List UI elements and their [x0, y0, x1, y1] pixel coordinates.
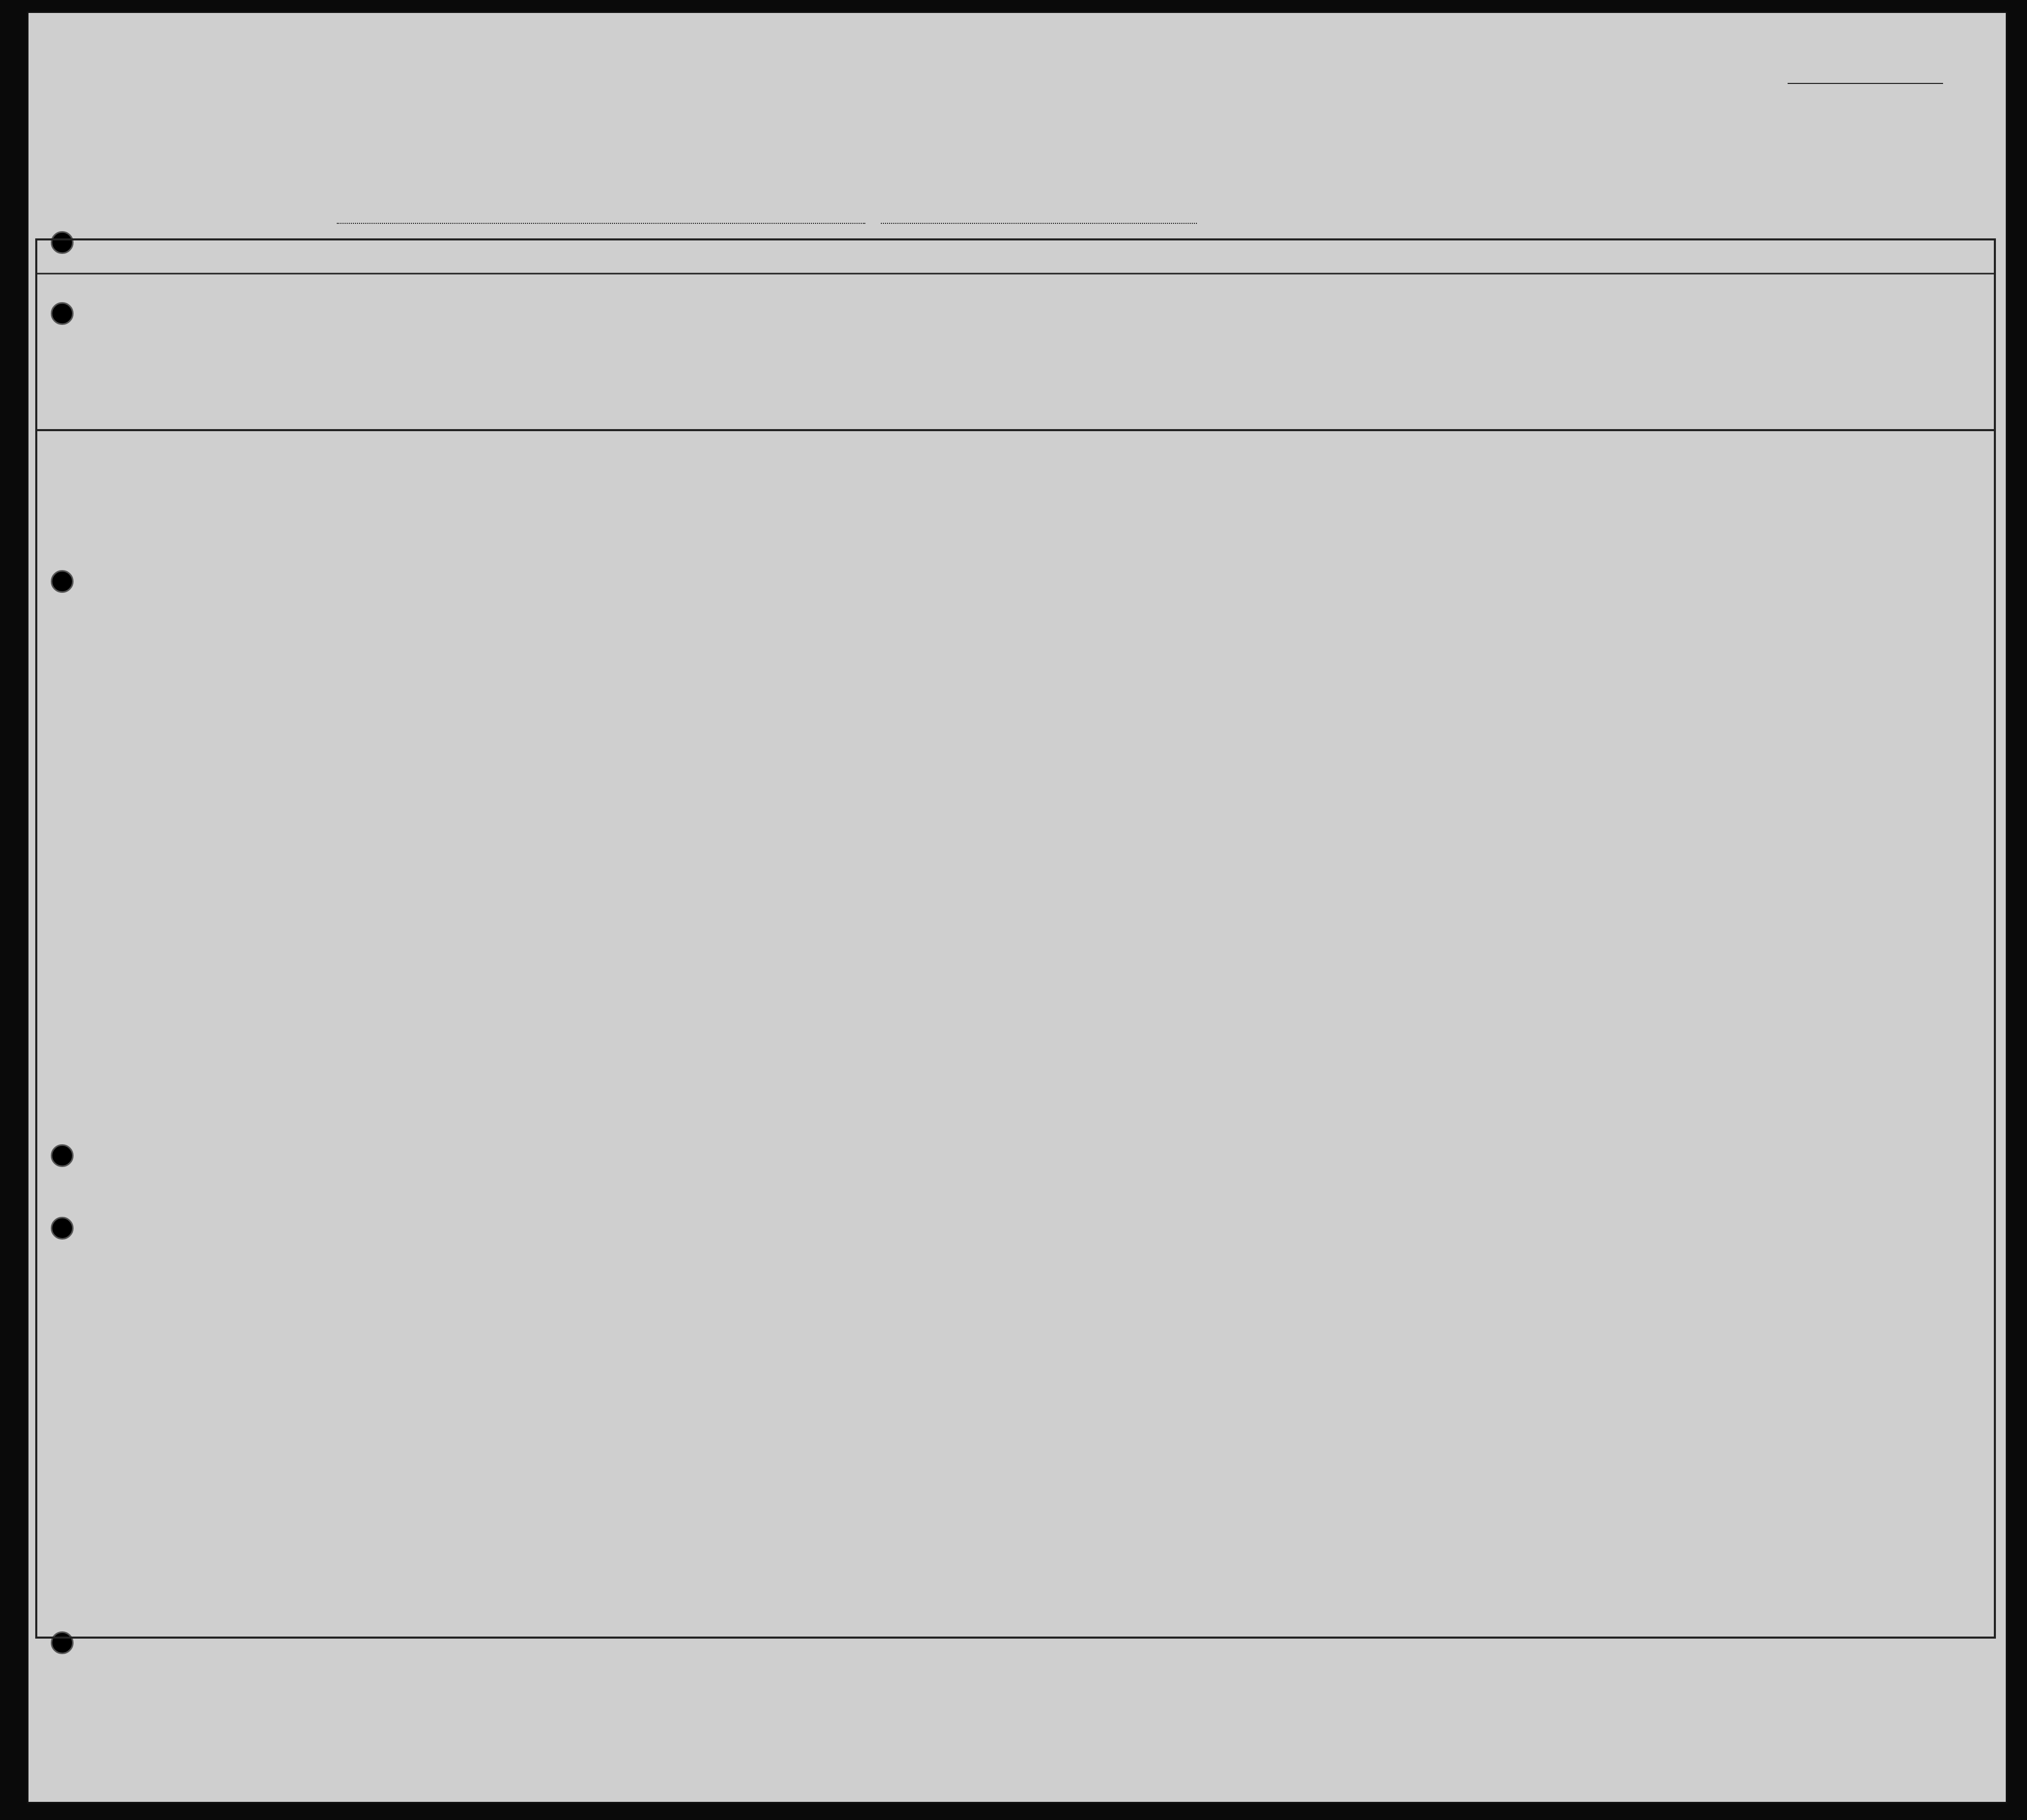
header-c29 — [1455, 290, 1486, 420]
header-ticket — [579, 285, 600, 415]
header-c30 — [1492, 290, 1523, 420]
header-inches — [1679, 383, 1694, 425]
header-c25 — [1298, 290, 1329, 420]
header-purpose-3 — [1264, 311, 1295, 422]
header-purpose-2 — [1205, 311, 1236, 422]
header-feet — [1653, 394, 1668, 425]
header-c28 — [1394, 290, 1446, 420]
header-purpose-1 — [1146, 311, 1177, 422]
header-anarchist — [1368, 290, 1389, 420]
header-polygamist — [1337, 290, 1358, 420]
header-money — [706, 285, 726, 415]
